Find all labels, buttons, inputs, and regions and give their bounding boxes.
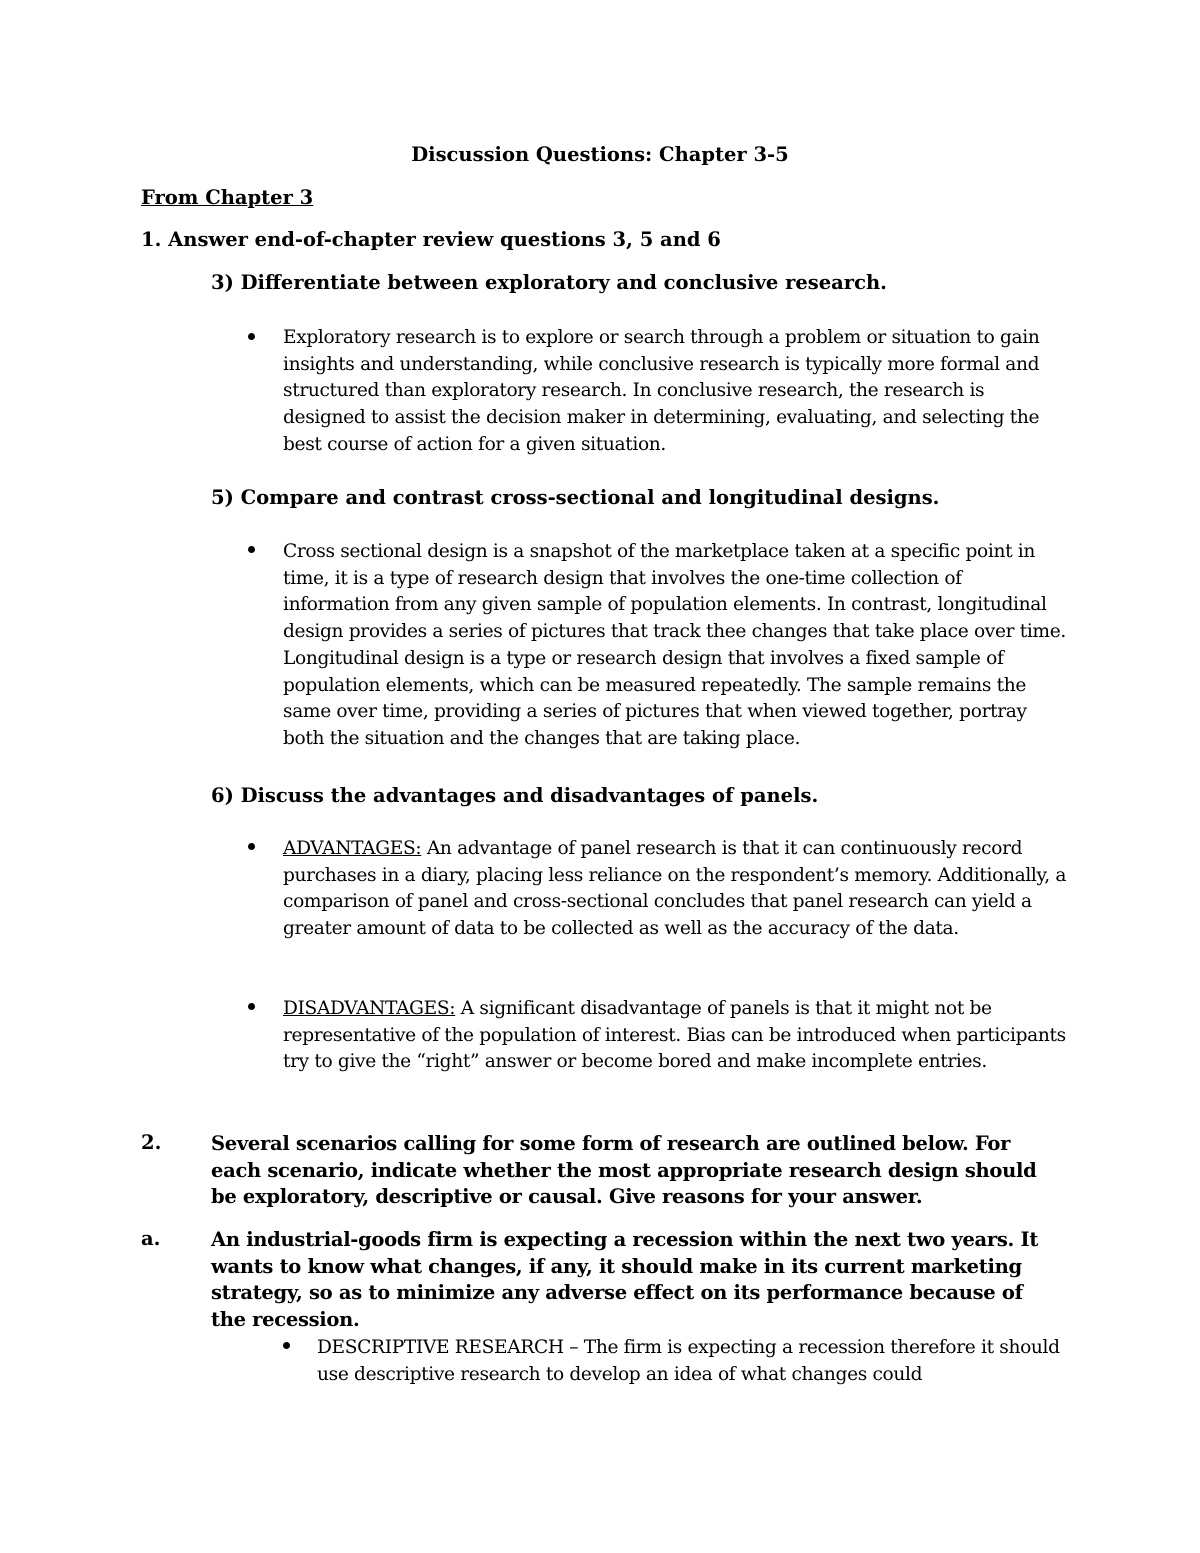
question-3-heading: 3) Differentiate between exploratory and conclusive research. [211, 271, 887, 294]
bullet-icon [283, 1342, 290, 1349]
bullet-icon [248, 1003, 255, 1010]
page-title: Discussion Questions: Chapter 3-5 [411, 143, 789, 166]
chapter-heading: From Chapter 3 [141, 186, 314, 209]
advantages-label: ADVANTAGES: [283, 838, 422, 859]
question-a-text: An industrial-goods firm is expecting a recession within the next two years. It wants to know what changes, if any, it should make in its current marketing strategy, so as to minimize any adverse effect on its performance because of the recession. [211, 1228, 1039, 1332]
question-5-heading: 5) Compare and contrast cross-sectional and longitudinal designs. [211, 486, 940, 509]
bullet-icon [248, 843, 255, 850]
question-2-number: 2. [141, 1131, 162, 1154]
question-2-text: Several scenarios calling for some form of research are outlined below. For each scenario, indicate whether the most appropriate research design should be exploratory, descriptive or causal. Give reasons for your answer. [211, 1132, 1037, 1209]
bullet-icon [248, 546, 255, 553]
question-a-letter: a. [141, 1227, 161, 1250]
bullet-icon [248, 333, 255, 340]
disadvantages-label: DISADVANTAGES: [283, 998, 456, 1019]
question-3-answer: Exploratory research is to explore or search through a problem or situation to gain insights and understanding, while conclusive research is typically more formal and structured than exploratory research. In conclusive research, the research is designed to assist the decision maker in determining, evaluating, and selecting the best course of action for a given situation. [283, 327, 1040, 455]
question-6-heading: 6) Discuss the advantages and disadvantages of panels. [211, 784, 819, 807]
advantages-text: An advantage of panel research is that it can continuously record purchases in a diary, placing less reliance on the respondent’s memory. Additionally, a comparison of panel and cross-sectional concludes that panel research can yield a greater amount of data to be collected as well as the accuracy of the data. [283, 838, 1067, 940]
disadvantages-paragraph [283, 996, 1068, 1076]
advantages-paragraph [283, 836, 1068, 943]
question-a-answer: DESCRIPTIVE RESEARCH – The firm is expecting a recession therefore it should use descriptive research to develop an idea of what changes could [317, 1337, 1060, 1385]
question-5-answer: Cross sectional design is a snapshot of the marketplace taken at a specific point in time, it is a type of research design that involves the one-time collection of information from any given sample of population elements. In contrast, longitudinal design provides a series of pictures that track thee changes that take place over time. Longitudinal design is a type or research design that involves a fixed sample of population elements, which can be measured repeatedly. The sample remains the same over time, providing a series of pictures that when viewed together, portray both the situation and the changes that are taking place. [283, 541, 1066, 749]
question-1: 1. Answer end-of-chapter review questions 3, 5 and 6 [141, 228, 721, 251]
disadvantages-text: A significant disadvantage of panels is that it might not be representative of the population of interest. Bias can be introduced when participants try to give the “right” answer or become bored and make incomplete entries. [283, 998, 1066, 1073]
